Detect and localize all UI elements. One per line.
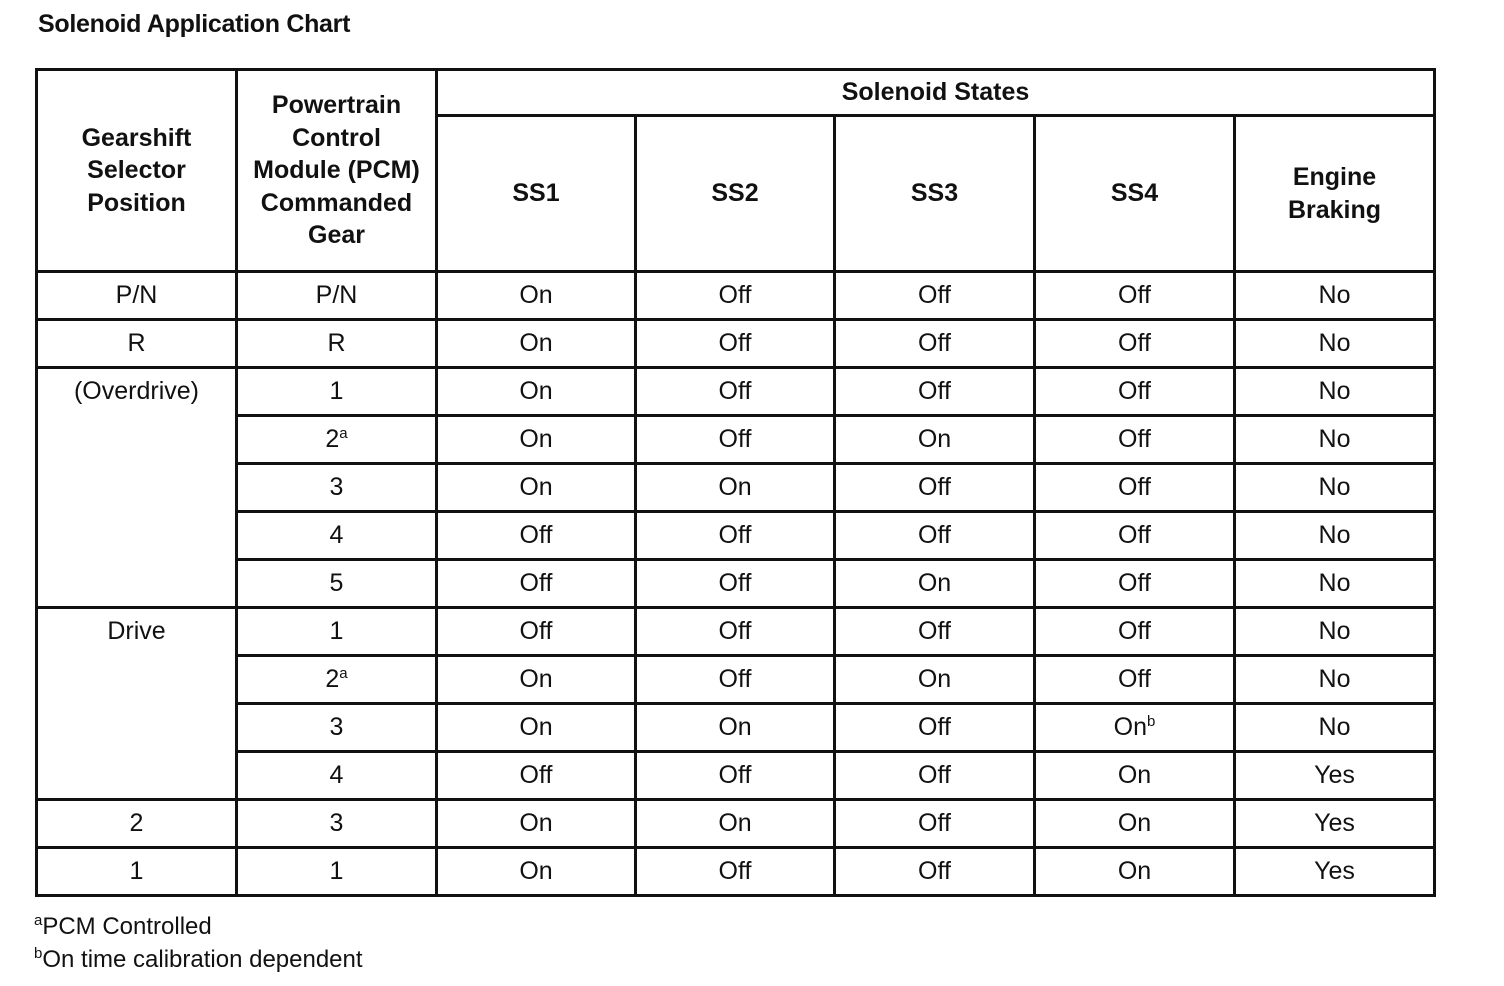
table-row — [37, 560, 1435, 608]
chart-title: Solenoid Application Chart — [38, 10, 351, 38]
ss3-cell: Off — [835, 752, 1035, 800]
gear-cell — [237, 656, 437, 704]
engine-braking-cell: No — [1235, 416, 1435, 464]
table-row — [37, 320, 1435, 368]
ss2-cell: Off — [636, 752, 835, 800]
engine-braking-cell: No — [1235, 368, 1435, 416]
header-solenoid-states: Solenoid States — [437, 70, 1435, 116]
engine-braking-cell: Yes — [1235, 800, 1435, 848]
ss1-cell: Off — [437, 512, 636, 560]
gear-cell — [237, 416, 437, 464]
table-row — [37, 704, 1435, 752]
ss2-cell: Off — [636, 512, 835, 560]
ss1-cell: On — [437, 272, 636, 320]
ss1-cell: On — [437, 320, 636, 368]
ss1-cell: Off — [437, 560, 636, 608]
engine-braking-cell: No — [1235, 320, 1435, 368]
ss2-cell: Off — [636, 368, 835, 416]
ss2-cell: Off — [636, 560, 835, 608]
ss3-cell: On — [835, 416, 1035, 464]
header-gearshift-position: Gearshift Selector Position — [37, 70, 237, 272]
header-engine-braking: Engine Braking — [1235, 116, 1435, 272]
engine-braking-cell: No — [1235, 512, 1435, 560]
ss3-cell: Off — [835, 800, 1035, 848]
gear-cell: 4 — [237, 752, 437, 800]
ss1-cell: On — [437, 416, 636, 464]
engine-braking-cell: No — [1235, 272, 1435, 320]
ss2-cell: On — [636, 800, 835, 848]
header-pcm-commanded-gear: Powertrain Control Module (PCM) Commanded Gear — [237, 70, 437, 272]
ss2-cell: On — [636, 464, 835, 512]
table-row — [37, 752, 1435, 800]
table-row — [37, 800, 1435, 848]
table-row — [37, 416, 1435, 464]
position-cell: P/N — [37, 272, 237, 320]
ss2-cell: On — [636, 704, 835, 752]
gear-cell: 3 — [237, 464, 437, 512]
header-ss1: SS1 — [437, 116, 636, 272]
ss2-cell: Off — [636, 608, 835, 656]
ss2-cell: Off — [636, 272, 835, 320]
ss3-cell: On — [835, 656, 1035, 704]
position-cell: (Overdrive) — [37, 368, 237, 608]
ss4-value: On — [1113, 713, 1147, 741]
gear-cell: P/N — [237, 272, 437, 320]
position-cell: 2 — [37, 800, 237, 848]
footnote-marker: a — [339, 425, 348, 442]
gear-cell: 1 — [237, 848, 437, 896]
table-row — [37, 608, 1435, 656]
footnote-a — [34, 910, 363, 943]
footnote-text: PCM Controlled — [42, 913, 212, 940]
gear-cell: 1 — [237, 368, 437, 416]
footnotes — [34, 910, 363, 976]
ss1-cell: On — [437, 848, 636, 896]
header-ss4: SS4 — [1035, 116, 1235, 272]
gear-cell: 5 — [237, 560, 437, 608]
solenoid-application-table — [35, 68, 1436, 897]
engine-braking-cell: No — [1235, 608, 1435, 656]
footnote-text: On time calibration dependent — [42, 946, 363, 973]
ss3-cell: Off — [835, 848, 1035, 896]
ss1-cell: On — [437, 656, 636, 704]
ss3-cell: Off — [835, 704, 1035, 752]
ss1-cell: On — [437, 464, 636, 512]
ss4-cell: Off — [1035, 272, 1235, 320]
engine-braking-cell: No — [1235, 704, 1435, 752]
table-row — [37, 848, 1435, 896]
ss3-cell: Off — [835, 320, 1035, 368]
gear-cell: 3 — [237, 704, 437, 752]
ss4-cell: Off — [1035, 368, 1235, 416]
ss3-cell: On — [835, 560, 1035, 608]
ss2-cell: Off — [636, 656, 835, 704]
ss1-cell: Off — [437, 752, 636, 800]
ss4-cell: Off — [1035, 464, 1235, 512]
position-cell: R — [37, 320, 237, 368]
ss4-cell: On — [1035, 800, 1235, 848]
ss4-cell: On — [1035, 848, 1235, 896]
ss2-cell: Off — [636, 320, 835, 368]
engine-braking-cell: No — [1235, 656, 1435, 704]
gear-cell: 3 — [237, 800, 437, 848]
ss1-cell: On — [437, 704, 636, 752]
engine-braking-cell: No — [1235, 560, 1435, 608]
ss2-cell: Off — [636, 848, 835, 896]
engine-braking-cell: Yes — [1235, 752, 1435, 800]
footnote-marker: a — [339, 665, 348, 682]
header-ss3: SS3 — [835, 116, 1035, 272]
ss4-cell: Off — [1035, 560, 1235, 608]
ss4-cell: Off — [1035, 320, 1235, 368]
ss4-cell — [1035, 704, 1235, 752]
position-cell: 1 — [37, 848, 237, 896]
gear-value: 2 — [325, 665, 340, 693]
gear-cell: R — [237, 320, 437, 368]
table-row — [37, 464, 1435, 512]
footnote-marker: a — [34, 912, 43, 929]
ss4-cell: Off — [1035, 608, 1235, 656]
footnote-marker: b — [1147, 713, 1156, 730]
ss4-cell: Off — [1035, 416, 1235, 464]
gear-cell: 4 — [237, 512, 437, 560]
ss3-cell: Off — [835, 272, 1035, 320]
table-row — [37, 512, 1435, 560]
ss1-cell: On — [437, 368, 636, 416]
ss4-cell: Off — [1035, 656, 1235, 704]
gear-cell: 1 — [237, 608, 437, 656]
ss4-cell: On — [1035, 752, 1235, 800]
ss1-cell: Off — [437, 608, 636, 656]
table-row — [37, 272, 1435, 320]
footnote-marker: b — [34, 945, 43, 962]
ss3-cell: Off — [835, 608, 1035, 656]
engine-braking-cell: Yes — [1235, 848, 1435, 896]
table-row — [37, 656, 1435, 704]
position-cell: Drive — [37, 608, 237, 800]
header-ss2: SS2 — [636, 116, 835, 272]
ss3-cell: Off — [835, 464, 1035, 512]
gear-value: 2 — [325, 425, 340, 453]
table-row — [37, 368, 1435, 416]
engine-braking-cell: No — [1235, 464, 1435, 512]
ss3-cell: Off — [835, 512, 1035, 560]
ss3-cell: Off — [835, 368, 1035, 416]
ss2-cell: Off — [636, 416, 835, 464]
ss1-cell: On — [437, 800, 636, 848]
footnote-b — [34, 943, 363, 976]
ss4-cell: Off — [1035, 512, 1235, 560]
